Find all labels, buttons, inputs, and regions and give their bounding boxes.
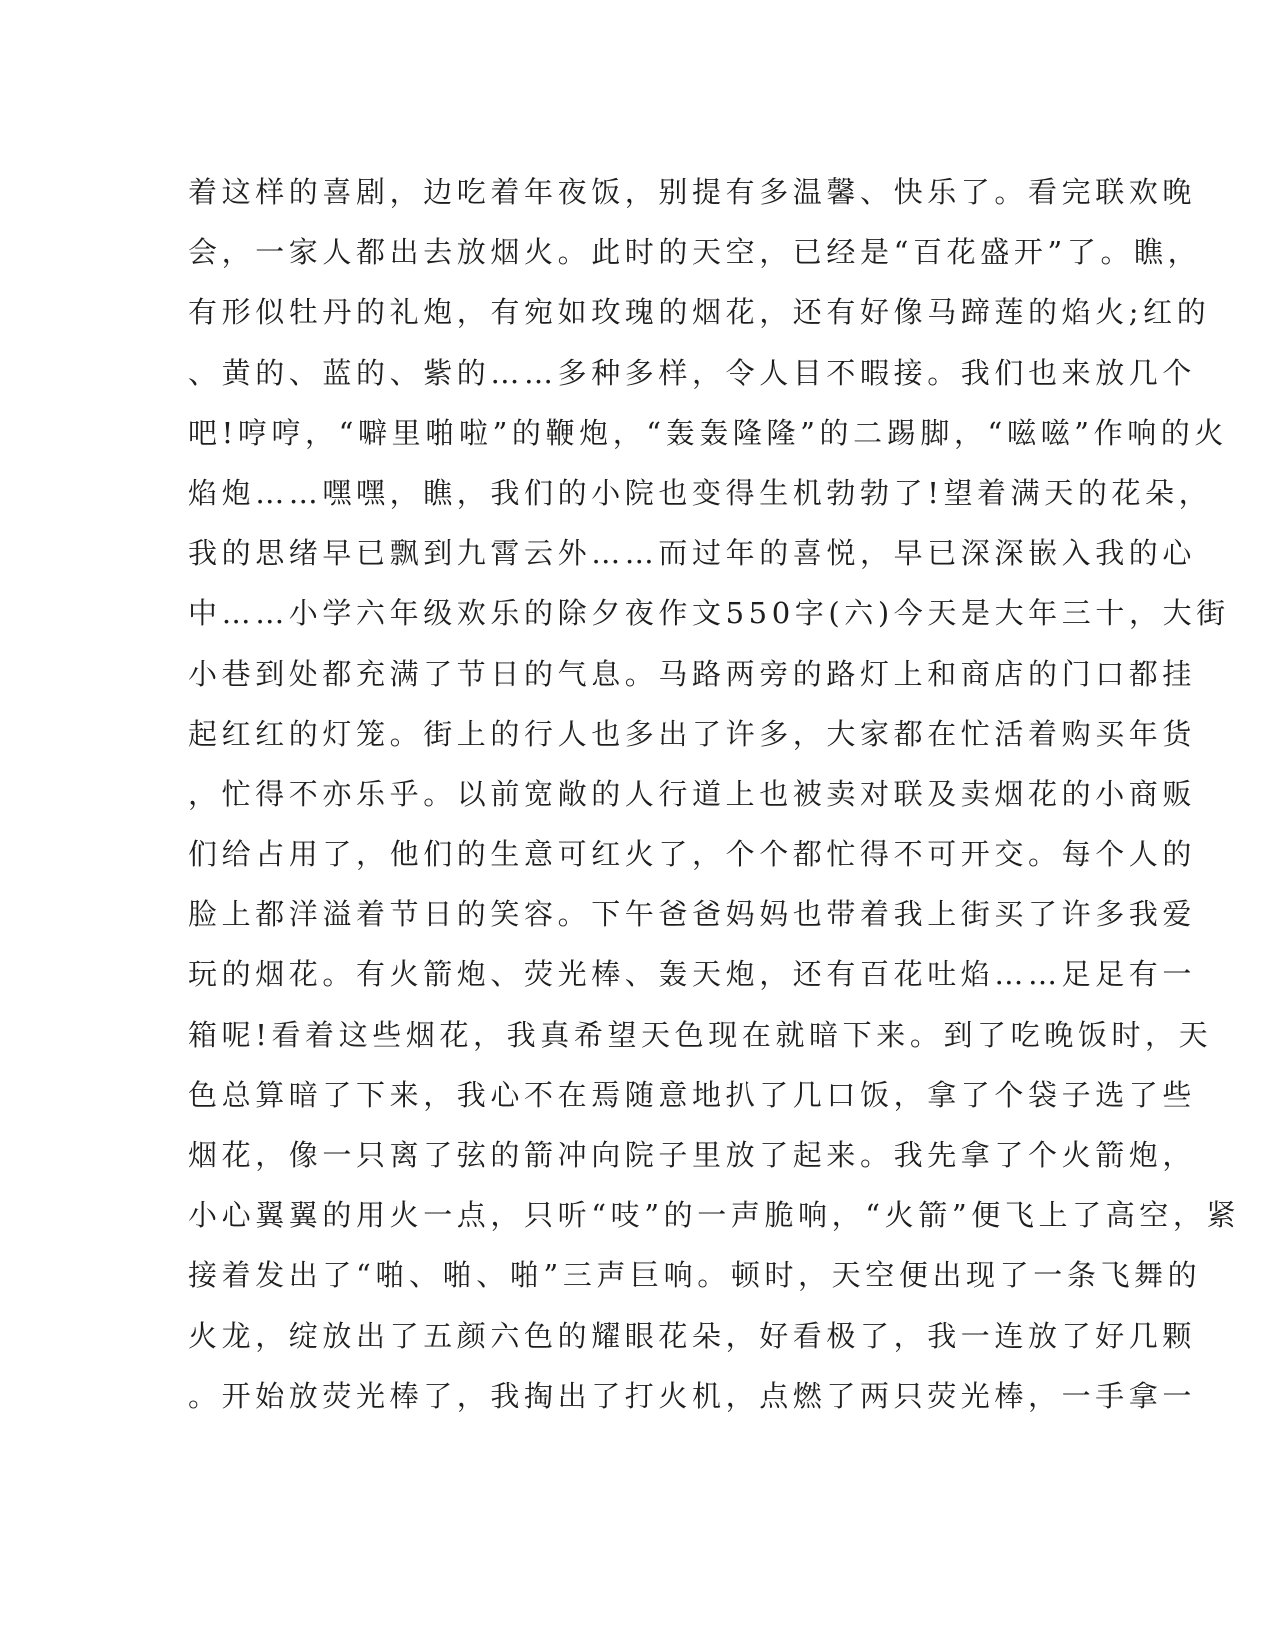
text-line: 色总算暗了下来，我心不在焉随意地扒了几口饭，拿了个袋子选了些 — [188, 1077, 1197, 1112]
body-text — [188, 162, 1241, 1426]
text-line: 焰炮……嘿嘿，瞧，我们的小院也变得生机勃勃了!望着满天的花朵， — [188, 475, 1213, 510]
text-line: 小巷到处都充满了节日的气息。马路两旁的路灯上和商店的门口都挂 — [188, 656, 1197, 691]
text-line: 箱呢!看着这些烟花，我真希望天色现在就暗下来。到了吃晚饭时，天 — [188, 1017, 1213, 1052]
text-line: 火龙，绽放出了五颜六色的耀眼花朵，好看极了，我一连放了好几颗 — [188, 1318, 1197, 1353]
text-line: ，忙得不亦乐乎。以前宽敞的人行道上也被卖对联及卖烟花的小商贩 — [188, 776, 1197, 811]
text-line: 。开始放荧光棒了，我掏出了打火机，点燃了两只荧光棒，一手拿一 — [188, 1378, 1197, 1413]
text-line: 中……小学六年级欢乐的除夕夜作文550字(六)今天是大年三十，大街 — [188, 596, 1230, 631]
text-line: 有形似牡丹的礼炮，有宛如玫瑰的烟花，还有好像马蹄莲的焰火;红的 — [188, 295, 1211, 330]
text-line: 起红红的灯笼。街上的行人也多出了许多，大家都在忙活着购买年货 — [188, 716, 1197, 751]
text-line: 我的思绪早已飘到九霄云外……而过年的喜悦，早已深深嵌入我的心 — [188, 536, 1197, 571]
text-line: 、黄的、蓝的、紫的……多种多样，令人目不暇接。我们也来放几个 — [188, 355, 1197, 390]
text-line: 脸上都洋溢着节日的笑容。下午爸爸妈妈也带着我上街买了许多我爱 — [188, 897, 1197, 932]
text-line: 小心翼翼的用火一点，只听“吱”的一声脆响，“火箭”便飞上了高空，紧 — [188, 1198, 1241, 1233]
text-line: 玩的烟花。有火箭炮、荧光棒、轰天炮，还有百花吐焰……足足有一 — [188, 957, 1197, 992]
text-line: 会，一家人都出去放烟火。此时的天空，已经是“百花盛开”了。瞧， — [188, 235, 1202, 270]
text-line: 着这样的喜剧，边吃着年夜饭，别提有多温馨、快乐了。看完联欢晚 — [188, 175, 1197, 209]
text-line: 接着发出了“啪、啪、啪”三声巨响。顿时，天空便出现了一条飞舞的 — [188, 1258, 1202, 1293]
text-line: 烟花，像一只离了弦的箭冲向院子里放了起来。我先拿了个火箭炮， — [188, 1138, 1197, 1172]
text-line: 吧!哼哼，“噼里啪啦”的鞭炮，“轰轰隆隆”的二踢脚，“嗞嗞”作响的火 — [188, 415, 1229, 450]
text-line: 们给占用了，他们的生意可红火了，个个都忙得不可开交。每个人的 — [188, 837, 1197, 872]
